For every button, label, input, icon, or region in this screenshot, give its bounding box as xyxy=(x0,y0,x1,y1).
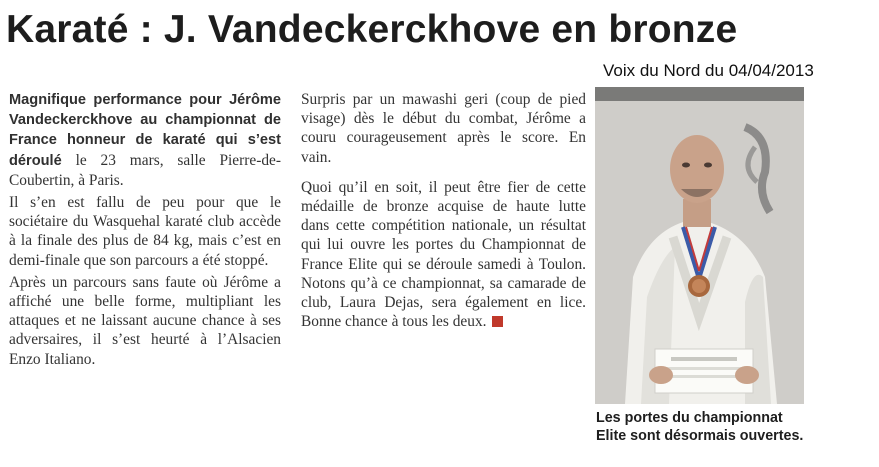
lead-rest: le 23 mars, salle Pierre-de-Coubertin, à Paris. xyxy=(9,151,281,189)
photo-caption xyxy=(596,409,866,445)
headline: Karaté : J. Vandeckerckhove en bronze xyxy=(6,8,738,51)
paragraph: Après un parcours sans faute où Jérôme a affiché une belle forme, multipliant les attaques et ne laissant aucune chance à ses adversaires, il s’est heurté à l’Alsacien Enzo Italiano. xyxy=(9,273,281,368)
end-square-icon xyxy=(492,316,503,327)
paragraph xyxy=(301,178,586,332)
lead-text: Magnifique performance pour Jérôme Vandeckerckhove au championnat de France honneur de karaté qui s’est déroulé xyxy=(9,92,281,169)
paragraph: Il s’en est fallu de peu pour que le sociétaire du Wasquehal karaté club accède à la finale des plus de 84 kg, mais c’est en demi-finale que son parcours a été stoppé. xyxy=(9,194,281,269)
lead-paragraph xyxy=(9,90,281,190)
article-column-2 xyxy=(301,90,586,342)
caption-line: Elite sont désormais ouvertes. xyxy=(596,428,804,444)
caption-line: Les portes du championnat xyxy=(596,410,783,426)
paragraph: Surpris par un mawashi geri (coup de pied visage) dès le début du combat, Jérôme a couru courageusement après le score. En vain. xyxy=(301,91,586,166)
source-credit: Voix du Nord du 04/04/2013 xyxy=(603,61,814,80)
closing-text: Quoi qu’il en soit, il peut être fier de cette médaille de bronze acquise de haute lutte dans cette compétition nationale, un résultat qui lui ouvre les portes du Championnat de France Elite qui se déroule samedi à Toulon. Notons qu’à ce championnat, sa camarade de club, Laura Dejas, sera également en lice. Bonne chance à tous les deux. xyxy=(301,178,586,331)
karateka-photo xyxy=(595,87,804,404)
photo xyxy=(595,87,804,404)
article-column-1 xyxy=(9,90,281,372)
